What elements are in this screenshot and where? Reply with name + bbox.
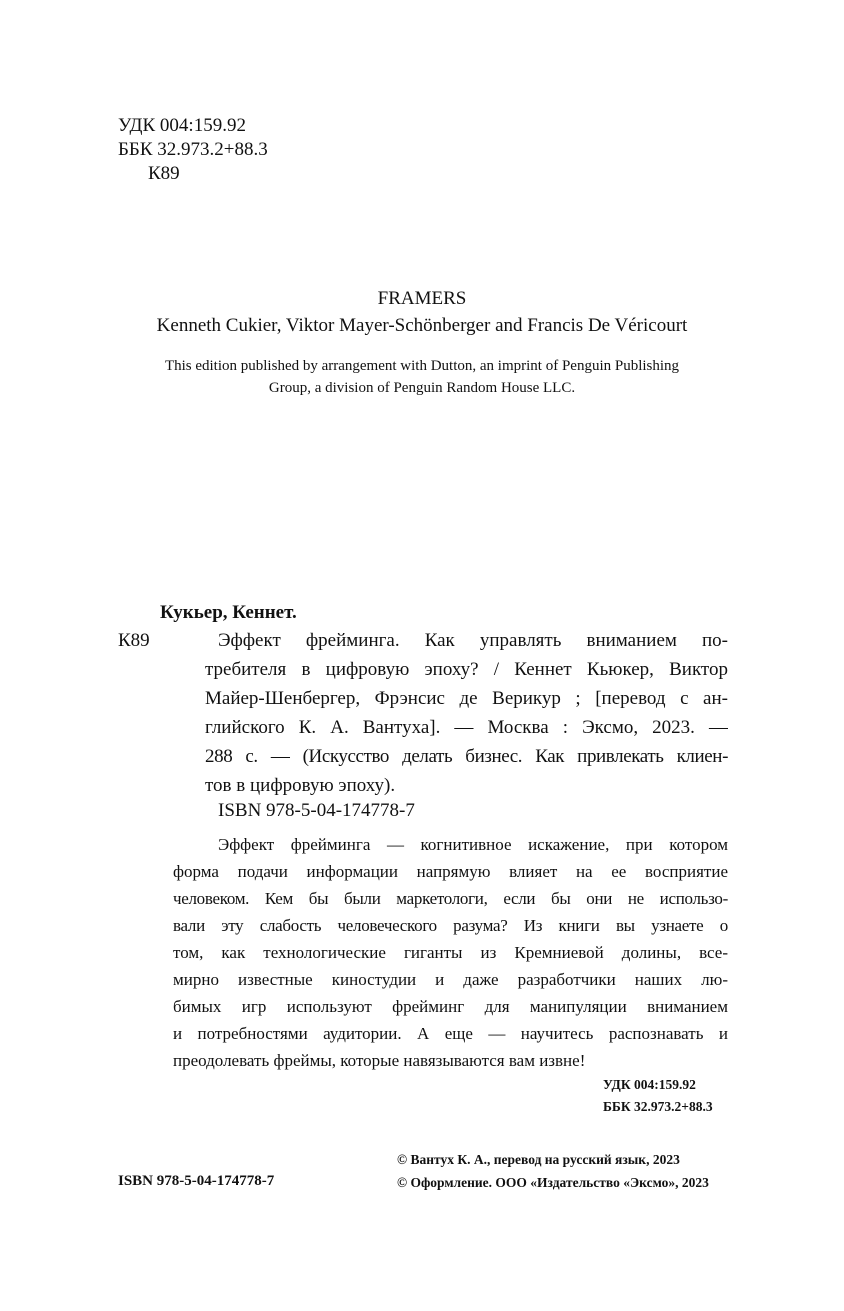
bbk-code: ББК 32.973.2+88.3 (118, 139, 268, 160)
record-line: требителя в цифровую эпоху? / Кеннет Кьюкер, Виктор (205, 660, 728, 680)
abstract-line: форма подачи информации напрямую влияет на ее восприятие (173, 863, 728, 881)
record-line: глийского К. А. Вантуха]. — Москва : Эксмо, 2023. — (205, 718, 728, 738)
shelf-mark: К89 (118, 630, 150, 651)
abstract-line: мирно известные киностудии и даже разработчики наших лю- (173, 971, 728, 989)
record-line: тов в цифровую эпоху). (205, 775, 396, 796)
abstract-line: и потребностями аудитории. А еще — научитесь распознавать и (173, 1025, 728, 1043)
abstract-line: преодолевать фреймы, которые навязываются вам извне! (173, 1051, 586, 1070)
abstract-line: человеком. Кем бы были маркетологи, если бы они не использо- (173, 890, 728, 908)
edition-note-line: This edition published by arrangement with Dutton, an imprint of Penguin Publishing (164, 358, 680, 374)
copyright-line: © Вантух К. А., перевод на русский язык, 2023 (397, 1152, 680, 1167)
record-isbn: ISBN 978-5-04-174778-7 (218, 800, 415, 821)
edition-note-line: Group, a division of Penguin Random House LLC. (268, 380, 576, 396)
abstract-line: том, как технологические гиганты из Кремниевой долины, все- (173, 944, 728, 962)
author-heading: Кукьер, Кеннет. (160, 602, 297, 623)
abstract-line: бимых игр используют фрейминг для манипуляции вниманием (173, 998, 728, 1016)
record-line: 288 с. — (Искусство делать бизнес. Как привлекать клиен- (205, 747, 728, 767)
footer-isbn: ISBN 978-5-04-174778-7 (118, 1173, 275, 1189)
original-authors: Kenneth Cukier, Viktor Mayer-Schönberger and Francis De Véricourt (156, 315, 688, 336)
copyright-line: © Оформление. ООО «Издательство «Эксмо», 2023 (397, 1175, 709, 1190)
author-mark: К89 (148, 163, 180, 184)
udk-code: УДК 004:159.92 (118, 115, 246, 136)
original-title: FRAMERS (377, 288, 467, 309)
record-line: Майер-Шенбергер, Фрэнсис де Верикур ; [перевод с ан- (205, 689, 728, 709)
bbk-code: ББК 32.973.2+88.3 (603, 1099, 713, 1114)
abstract-line: вали эту слабость человеческого разума? Из книги вы узнаете о (173, 917, 728, 935)
abstract-line: Эффект фрейминга — когнитивное искажение, при котором (218, 836, 728, 854)
udk-code: УДК 004:159.92 (603, 1077, 696, 1092)
record-line: Эффект фрейминга. Как управлять вниманием по- (218, 631, 728, 651)
